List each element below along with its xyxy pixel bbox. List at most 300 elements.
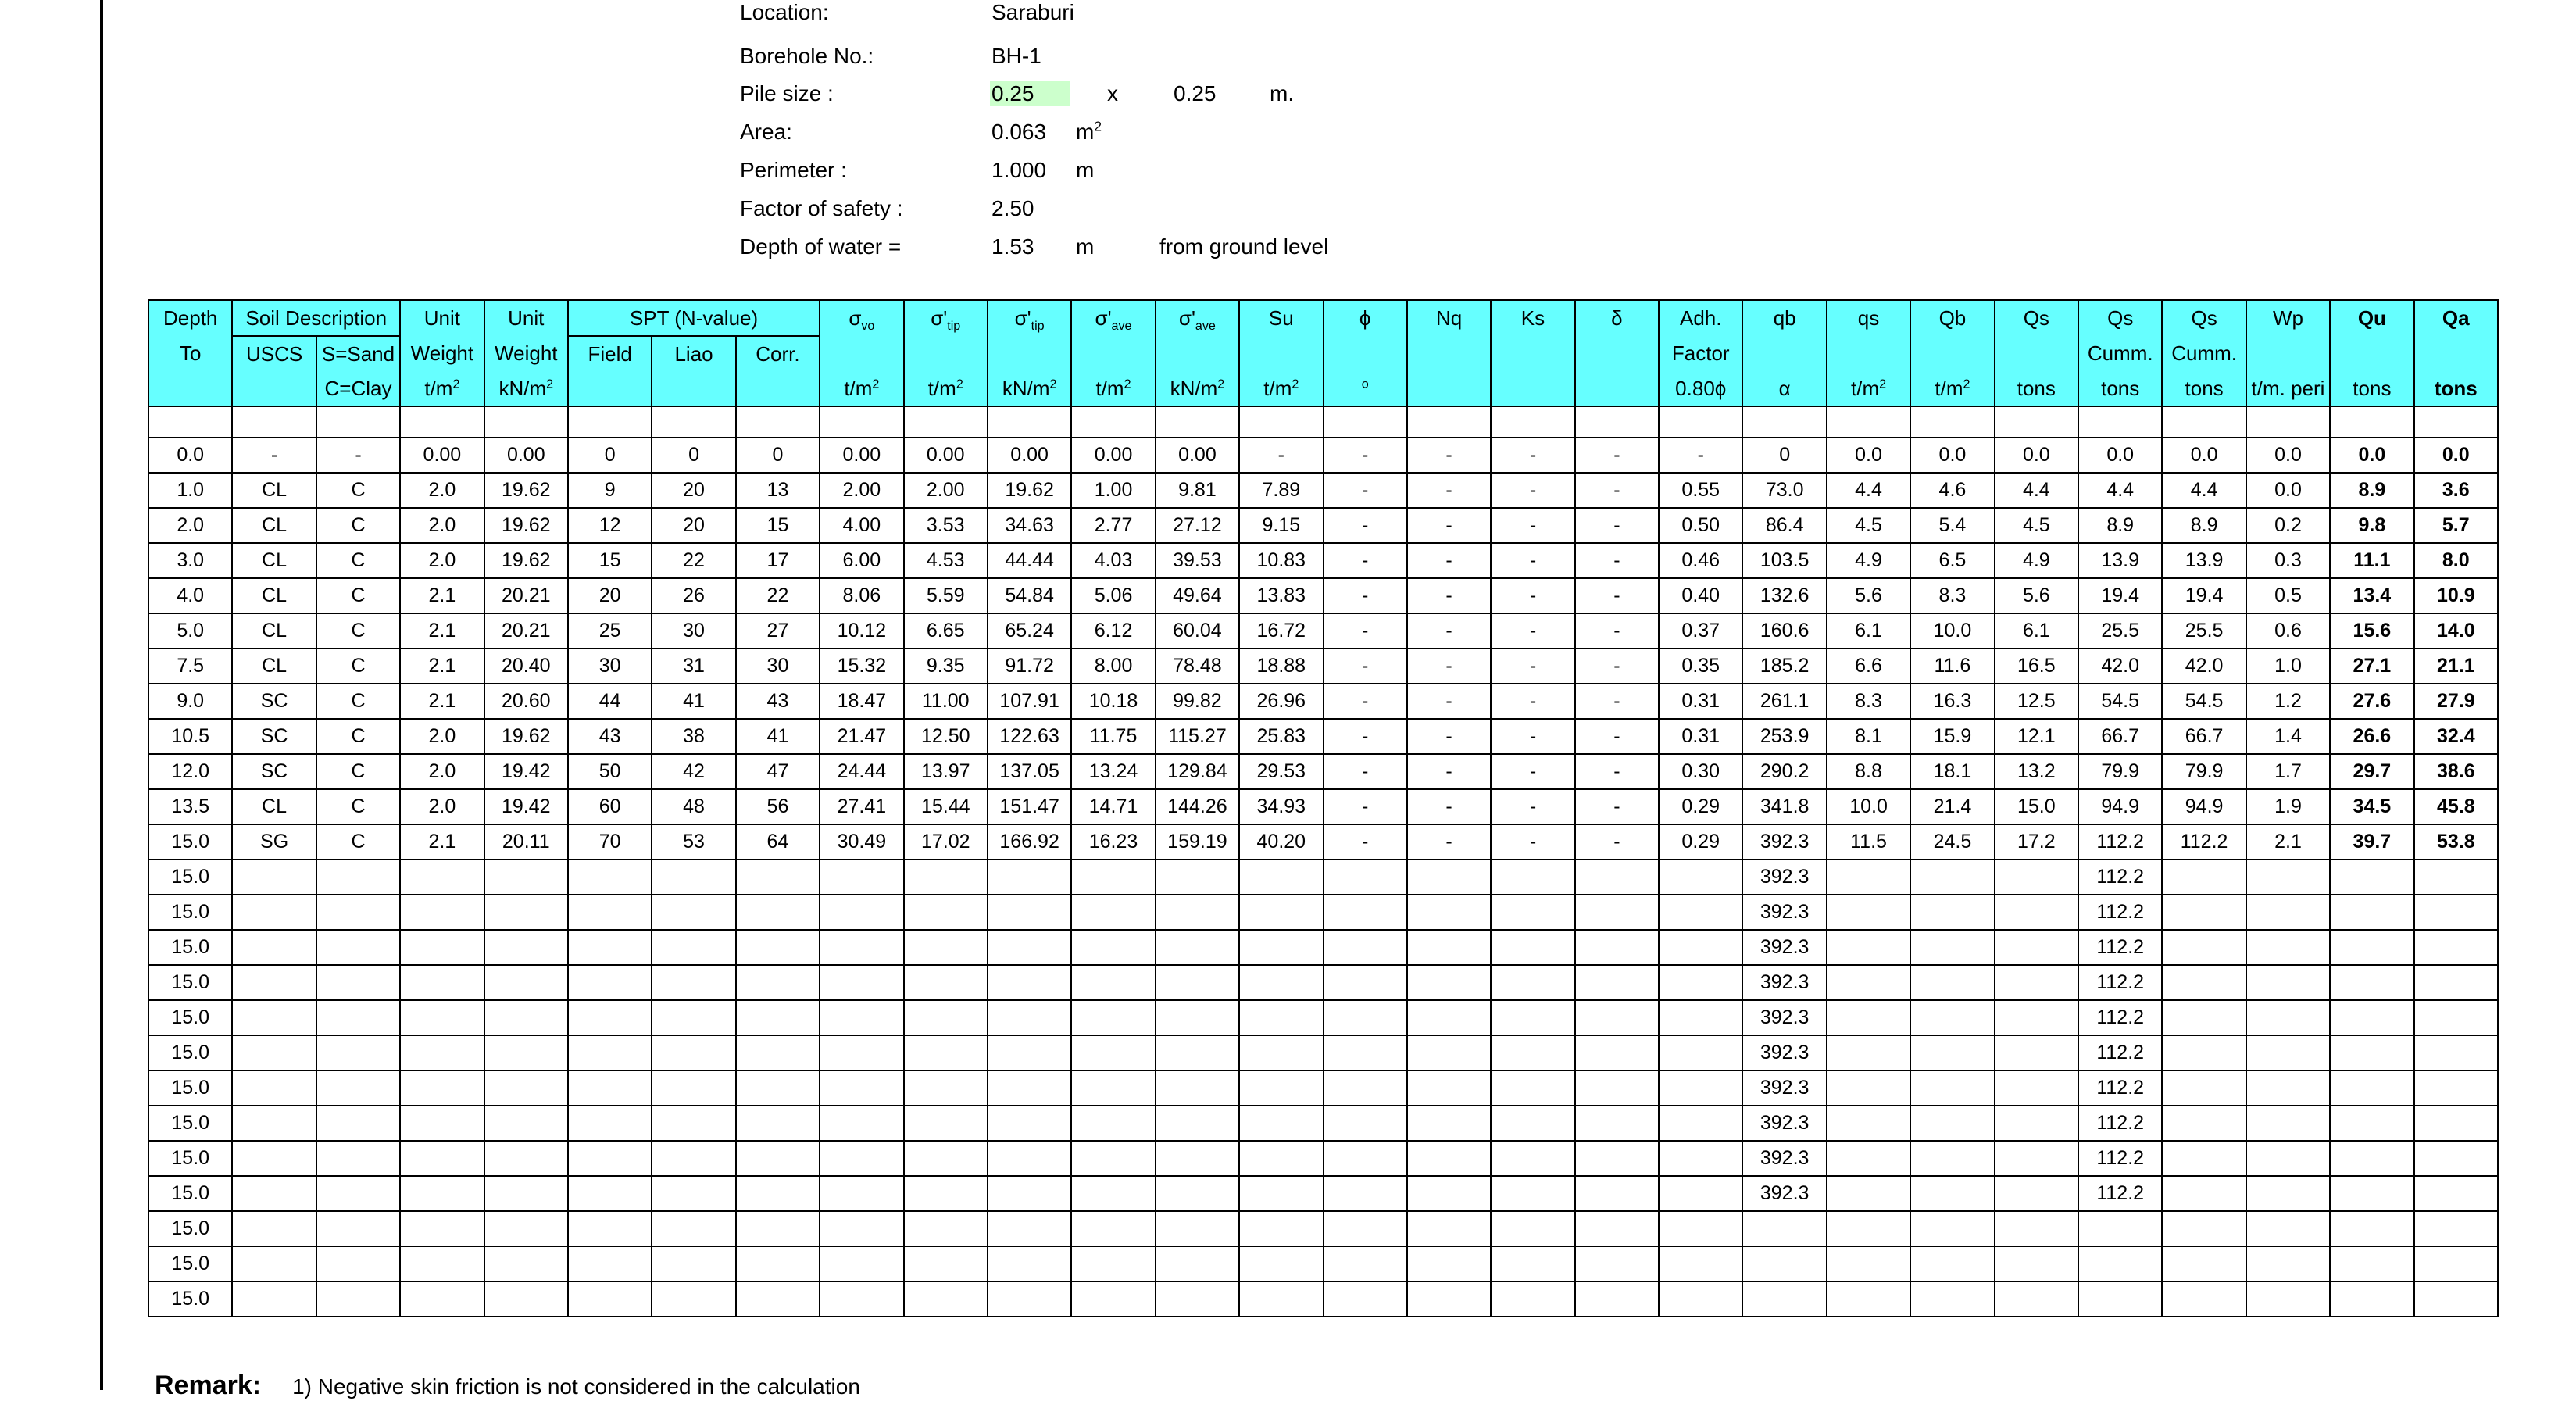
table-cell — [736, 1141, 820, 1176]
table-cell: 2.00 — [904, 473, 988, 508]
table-cell: 2.1 — [400, 824, 484, 860]
table-cell — [1324, 860, 1407, 895]
table-cell: 2.0 — [148, 508, 232, 543]
table-cell: 41 — [736, 719, 820, 754]
table-cell: CL — [232, 649, 316, 684]
table-row — [148, 824, 2498, 860]
table-cell — [988, 930, 1071, 965]
table-cell — [568, 1211, 652, 1246]
table-cell: 20 — [652, 508, 735, 543]
header-weight-2: Weight — [484, 336, 568, 371]
table-cell — [988, 895, 1071, 930]
table-cell — [1827, 1211, 1910, 1246]
table-cell: - — [316, 438, 400, 473]
table-cell — [2246, 860, 2330, 895]
table-cell — [652, 1176, 735, 1211]
table-cell — [1491, 1106, 1574, 1141]
table-row — [148, 1035, 2498, 1070]
table-cell — [652, 860, 735, 895]
safety-factor-label: Factor of safety : — [740, 196, 903, 220]
table-cell: 4.53 — [904, 543, 988, 578]
table-cell: 25 — [568, 613, 652, 649]
table-cell: 112.2 — [2078, 895, 2162, 930]
table-cell: 18.47 — [820, 684, 903, 719]
table-cell: 11.5 — [1827, 824, 1910, 860]
header-nq: Nq — [1407, 300, 1491, 336]
table-cell — [820, 1106, 903, 1141]
table-cell: 17.02 — [904, 824, 988, 860]
table-cell: 8.1 — [1827, 719, 1910, 754]
table-cell: - — [1491, 719, 1574, 754]
table-cell — [1156, 1000, 1239, 1035]
table-cell — [988, 1106, 1071, 1141]
table-cell — [988, 1281, 1071, 1317]
table-cell: 15.32 — [820, 649, 903, 684]
table-cell — [1071, 930, 1155, 965]
table-cell: - — [1575, 543, 1659, 578]
table-cell: 112.2 — [2078, 1176, 2162, 1211]
table-cell: 132.6 — [1742, 578, 1826, 613]
table-cell — [1407, 1000, 1491, 1035]
table-cell: 20.40 — [484, 649, 568, 684]
table-cell — [1156, 1211, 1239, 1246]
table-cell — [820, 1000, 903, 1035]
table-row — [148, 1246, 2498, 1281]
table-cell: 1.4 — [2246, 719, 2330, 754]
table-cell: 26.96 — [1239, 684, 1323, 719]
table-cell — [2162, 1176, 2246, 1211]
unit-t-m3-1: $t/m^2$ — [400, 371, 484, 406]
table-cell — [1491, 1281, 1574, 1317]
table-header — [148, 300, 2498, 406]
table-cell: 19.4 — [2162, 578, 2246, 613]
table-cell — [1575, 1000, 1659, 1035]
table-cell: - — [1491, 473, 1574, 508]
table-cell: 392.3 — [1742, 1000, 1826, 1035]
table-cell — [736, 895, 820, 930]
table-cell: 0 — [652, 438, 735, 473]
table-cell — [1156, 965, 1239, 1000]
table-cell — [736, 1070, 820, 1106]
table-row — [148, 613, 2498, 649]
table-cell — [484, 1035, 568, 1070]
table-cell: 5.6 — [1995, 578, 2078, 613]
header-cumm-2: Cumm. — [2162, 336, 2246, 371]
table-cell — [316, 1176, 400, 1211]
table-cell: 2.77 — [1071, 508, 1155, 543]
table-cell: 9.35 — [904, 649, 988, 684]
table-cell — [1910, 1035, 1994, 1070]
table-cell: 392.3 — [1742, 965, 1826, 1000]
table-cell: SC — [232, 719, 316, 754]
table-cell: 15.0 — [148, 1035, 232, 1070]
table-cell — [1156, 1246, 1239, 1281]
table-cell: 44 — [568, 684, 652, 719]
table-cell: 10.83 — [1239, 543, 1323, 578]
table-cell: 48 — [652, 789, 735, 824]
table-cell: 24.44 — [820, 754, 903, 789]
table-cell: 19.62 — [484, 543, 568, 578]
table-cell — [2246, 930, 2330, 965]
unit-t-m2-2: $t/m^2$ — [904, 371, 988, 406]
table-cell: 4.4 — [1827, 473, 1910, 508]
table-cell: - — [1324, 473, 1407, 508]
table-cell: 15.0 — [1995, 789, 2078, 824]
table-cell: 112.2 — [2078, 1035, 2162, 1070]
table-cell — [400, 965, 484, 1000]
table-cell: - — [1407, 438, 1491, 473]
table-cell: - — [1324, 613, 1407, 649]
remark-text: 1) Negative skin friction is not considered in the calculation — [292, 1374, 860, 1399]
table-cell: 13.24 — [1071, 754, 1155, 789]
table-cell: 13.2 — [1995, 754, 2078, 789]
table-cell — [820, 1141, 903, 1176]
table-cell — [1910, 930, 1994, 965]
table-cell: 2.0 — [400, 789, 484, 824]
table-cell: 0 — [568, 438, 652, 473]
table-cell — [652, 1070, 735, 1106]
table-cell — [1324, 1035, 1407, 1070]
table-cell: 15.0 — [148, 930, 232, 965]
unit-kn-m2-2: $kN/m^2$ — [1156, 371, 1239, 406]
table-cell — [1324, 1211, 1407, 1246]
table-cell — [652, 1281, 735, 1317]
table-cell — [316, 1106, 400, 1141]
table-cell — [1995, 1106, 2078, 1141]
page-border-line — [100, 0, 103, 1390]
table-row — [148, 1070, 2498, 1106]
table-cell: 15.0 — [148, 895, 232, 930]
table-cell: 27.9 — [2414, 684, 2498, 719]
table-cell — [400, 1070, 484, 1106]
table-cell: C — [316, 613, 400, 649]
table-cell: - — [1239, 438, 1323, 473]
header-qs-unit: qs — [1827, 300, 1910, 336]
table-cell: 12 — [568, 508, 652, 543]
table-row — [148, 1176, 2498, 1211]
table-cell — [988, 1141, 1071, 1176]
table-cell — [232, 1281, 316, 1317]
header-field: Field — [568, 336, 652, 371]
table-cell — [1827, 1106, 1910, 1141]
table-cell: 2.1 — [400, 684, 484, 719]
table-cell: 2.0 — [400, 473, 484, 508]
table-cell: - — [1575, 613, 1659, 649]
table-cell — [1491, 860, 1574, 895]
table-cell — [1995, 1035, 2078, 1070]
table-cell: 0.00 — [1071, 438, 1155, 473]
table-cell: 15.0 — [148, 1000, 232, 1035]
table-cell: - — [1407, 719, 1491, 754]
table-cell — [2162, 860, 2246, 895]
table-cell: 38 — [652, 719, 735, 754]
table-cell — [232, 1070, 316, 1106]
table-cell — [2162, 1106, 2246, 1141]
safety-factor-value: 2.50 — [991, 196, 1034, 220]
table-cell — [1827, 1070, 1910, 1106]
header-ks: Ks — [1491, 300, 1574, 336]
header-sigma-tip-kn: $\sigma'_{tip}$ — [988, 300, 1071, 336]
table-cell: 166.92 — [988, 824, 1071, 860]
table-cell: 21.1 — [2414, 649, 2498, 684]
table-row — [148, 543, 2498, 578]
table-cell — [2078, 1211, 2162, 1246]
table-cell: 4.9 — [1827, 543, 1910, 578]
table-cell — [1995, 1176, 2078, 1211]
table-cell — [1910, 1106, 1994, 1141]
table-cell — [820, 930, 903, 965]
table-cell: 11.00 — [904, 684, 988, 719]
table-cell — [232, 1211, 316, 1246]
table-cell: 7.89 — [1239, 473, 1323, 508]
table-cell — [316, 860, 400, 895]
table-cell — [1827, 860, 1910, 895]
table-cell: 4.9 — [1995, 543, 2078, 578]
table-cell: 6.5 — [1910, 543, 1994, 578]
table-cell — [988, 1176, 1071, 1211]
table-cell: 42 — [652, 754, 735, 789]
table-cell — [1995, 1211, 2078, 1246]
table-cell — [904, 1035, 988, 1070]
table-cell — [1827, 1035, 1910, 1070]
table-cell — [1071, 1141, 1155, 1176]
table-cell: 64 — [736, 824, 820, 860]
table-cell — [736, 965, 820, 1000]
table-cell — [1910, 1281, 1994, 1317]
table-cell: 16.23 — [1071, 824, 1155, 860]
header-spt: SPT (N-value) — [568, 300, 820, 336]
table-cell — [1071, 1070, 1155, 1106]
header-soil-description: Soil Description — [232, 300, 400, 336]
table-cell: 19.62 — [484, 719, 568, 754]
table-cell: 3.0 — [148, 543, 232, 578]
table-cell: 6.65 — [904, 613, 988, 649]
table-cell — [2246, 1070, 2330, 1106]
table-cell: 54.5 — [2162, 684, 2246, 719]
table-cell — [484, 1176, 568, 1211]
table-cell — [988, 1211, 1071, 1246]
table-cell: 34.5 — [2330, 789, 2413, 824]
table-cell — [316, 930, 400, 965]
table-cell — [736, 1211, 820, 1246]
table-cell — [1575, 930, 1659, 965]
table-cell — [1827, 1141, 1910, 1176]
table-cell: 21.47 — [820, 719, 903, 754]
table-cell — [1071, 895, 1155, 930]
table-cell: 0.0 — [1827, 438, 1910, 473]
table-cell — [988, 860, 1071, 895]
table-cell — [400, 895, 484, 930]
table-cell — [1995, 1246, 2078, 1281]
table-cell: - — [1575, 649, 1659, 684]
table-cell: 66.7 — [2078, 719, 2162, 754]
table-cell — [820, 1281, 903, 1317]
table-cell — [1407, 895, 1491, 930]
table-cell: 15.0 — [148, 1106, 232, 1141]
table-cell: 129.84 — [1156, 754, 1239, 789]
table-cell: 73.0 — [1742, 473, 1826, 508]
table-cell: - — [1575, 754, 1659, 789]
table-cell — [1575, 1281, 1659, 1317]
table-cell: 392.3 — [1742, 1141, 1826, 1176]
table-cell — [1995, 860, 2078, 895]
table-cell — [988, 965, 1071, 1000]
table-cell — [1324, 965, 1407, 1000]
table-cell: 29.7 — [2330, 754, 2413, 789]
table-cell: 0.46 — [1659, 543, 1742, 578]
table-cell: 1.0 — [148, 473, 232, 508]
table-cell: - — [1575, 719, 1659, 754]
table-cell — [1407, 1070, 1491, 1106]
table-cell: 0.00 — [904, 438, 988, 473]
table-cell — [904, 895, 988, 930]
table-cell: C — [316, 543, 400, 578]
table-cell: 25.83 — [1239, 719, 1323, 754]
table-cell: 392.3 — [1742, 930, 1826, 965]
table-cell — [2246, 1176, 2330, 1211]
table-cell — [1407, 1141, 1491, 1176]
table-cell: 27 — [736, 613, 820, 649]
table-cell: 185.2 — [1742, 649, 1826, 684]
table-cell: 2.1 — [400, 649, 484, 684]
table-cell — [316, 1000, 400, 1035]
table-cell: C — [316, 473, 400, 508]
table-row — [148, 789, 2498, 824]
header-qa: Qa — [2414, 300, 2498, 336]
table-cell: 13.83 — [1239, 578, 1323, 613]
table-cell: 10.18 — [1071, 684, 1155, 719]
table-row — [148, 1281, 2498, 1317]
table-cell: 0.50 — [1659, 508, 1742, 543]
table-cell: 20 — [652, 473, 735, 508]
table-cell: C — [316, 578, 400, 613]
table-cell — [1156, 1070, 1239, 1106]
table-cell: - — [1575, 508, 1659, 543]
unit-degree: o — [1324, 371, 1407, 406]
table-cell: 0.00 — [484, 438, 568, 473]
table-cell — [736, 860, 820, 895]
table-cell — [1575, 1176, 1659, 1211]
table-cell: 112.2 — [2078, 1070, 2162, 1106]
table-cell: 290.2 — [1742, 754, 1826, 789]
table-cell: 0.0 — [2246, 473, 2330, 508]
table-cell: - — [1659, 438, 1742, 473]
header-liao: Liao — [652, 336, 735, 371]
table-cell — [400, 860, 484, 895]
table-cell — [820, 1070, 903, 1106]
pile-size-unit: m. — [1270, 81, 1295, 105]
table-cell — [2246, 1035, 2330, 1070]
table-cell — [2414, 1035, 2498, 1070]
table-row — [148, 895, 2498, 930]
table-cell: 392.3 — [1742, 895, 1826, 930]
table-cell — [1910, 1176, 1994, 1211]
unit-alpha: α — [1742, 371, 1826, 406]
area-value: 0.063 — [991, 120, 1047, 144]
table-cell: 27.6 — [2330, 684, 2413, 719]
table-cell — [904, 1000, 988, 1035]
table-cell — [1071, 1176, 1155, 1211]
table-body — [148, 406, 2498, 1317]
table-cell: 25.5 — [2162, 613, 2246, 649]
water-depth-unit: m — [1076, 234, 1095, 259]
table-cell: 34.93 — [1239, 789, 1323, 824]
table-cell: 12.0 — [148, 754, 232, 789]
table-row — [148, 930, 2498, 965]
header-corr: Corr. — [736, 336, 820, 371]
table-cell: 56 — [736, 789, 820, 824]
unit-tons-1: tons — [1995, 371, 2078, 406]
table-cell — [1324, 1106, 1407, 1141]
table-cell: 0.31 — [1659, 719, 1742, 754]
table-cell — [232, 1176, 316, 1211]
remark-label: Remark: — [155, 1371, 262, 1400]
table-cell — [2162, 895, 2246, 930]
table-cell: 54.5 — [2078, 684, 2162, 719]
table-cell — [904, 1176, 988, 1211]
table-cell: 137.05 — [988, 754, 1071, 789]
table-cell — [1995, 930, 2078, 965]
table-cell — [820, 1211, 903, 1246]
table-cell: 112.2 — [2078, 965, 2162, 1000]
table-cell — [2330, 860, 2413, 895]
table-cell: - — [1575, 789, 1659, 824]
table-cell: 19.62 — [988, 473, 1071, 508]
header-delta: δ — [1575, 300, 1659, 336]
table-cell — [1910, 860, 1994, 895]
table-cell — [2330, 1000, 2413, 1035]
table-cell — [1239, 860, 1323, 895]
table-cell: 19.4 — [2078, 578, 2162, 613]
table-cell — [568, 1281, 652, 1317]
table-cell: - — [1407, 824, 1491, 860]
table-cell — [2246, 1211, 2330, 1246]
table-cell: 42.0 — [2078, 649, 2162, 684]
table-cell: 26.6 — [2330, 719, 2413, 754]
table-cell: 14.0 — [2414, 613, 2498, 649]
table-cell: SG — [232, 824, 316, 860]
table-cell — [988, 1070, 1071, 1106]
table-cell: - — [1407, 684, 1491, 719]
header-sigma-tip: $\sigma'_{tip}$ — [904, 300, 988, 336]
table-cell: CL — [232, 613, 316, 649]
table-cell: 253.9 — [1742, 719, 1826, 754]
table-cell: 0.0 — [2162, 438, 2246, 473]
area-label: Area: — [740, 120, 792, 144]
table-cell: 6.6 — [1827, 649, 1910, 684]
table-cell: 0.0 — [2330, 438, 2413, 473]
table-cell: 2.0 — [400, 719, 484, 754]
table-cell — [400, 1000, 484, 1035]
table-cell: 0.00 — [400, 438, 484, 473]
table-cell: 8.06 — [820, 578, 903, 613]
table-cell — [484, 1246, 568, 1281]
table-cell — [1239, 895, 1323, 930]
table-cell — [2330, 930, 2413, 965]
table-cell — [400, 1246, 484, 1281]
table-cell: C — [316, 684, 400, 719]
table-row — [148, 438, 2498, 473]
table-cell — [736, 1000, 820, 1035]
table-cell — [568, 895, 652, 930]
table-cell: - — [1324, 684, 1407, 719]
table-cell: 3.53 — [904, 508, 988, 543]
table-cell — [1239, 1141, 1323, 1176]
table-cell: - — [1491, 578, 1574, 613]
table-cell: - — [1491, 613, 1574, 649]
table-cell — [1071, 1000, 1155, 1035]
pile-width-input[interactable]: 0.25 — [990, 81, 1070, 106]
